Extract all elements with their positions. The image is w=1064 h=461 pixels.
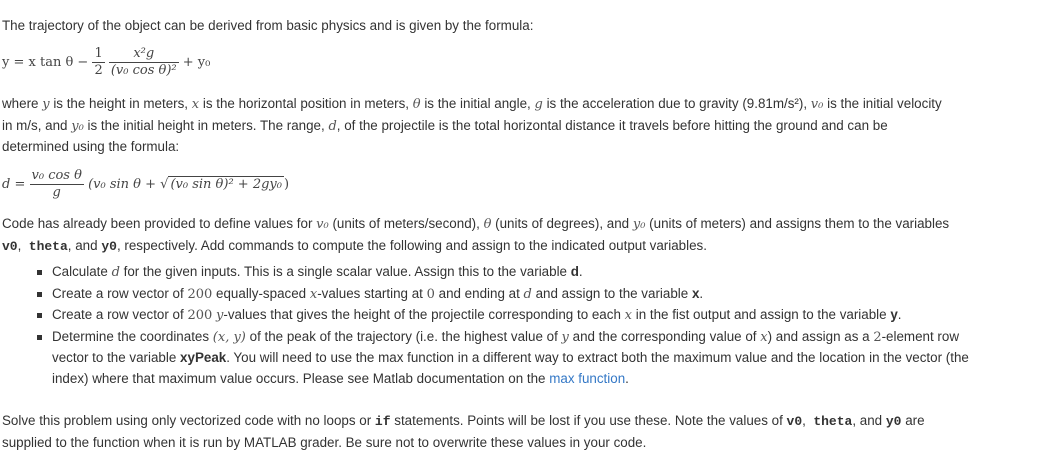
where-text: where [2, 96, 39, 111]
solve-text: statements. Points will be lost if you use these. Note the values of [394, 413, 783, 428]
var-v0: v₀ [810, 97, 824, 112]
list-item: Calculate d for the given inputs. This is a single scalar value. Assign this to the variable d. [34, 262, 1034, 284]
where-line-3: determined using the formula: [2, 139, 180, 154]
item-text: vector to the variable [52, 350, 177, 365]
where-text: , of the projectile is the total horizontal distance it travels before hitting the ground and can be [336, 118, 888, 133]
var-y0: y₀ [71, 119, 84, 134]
para-text: (units of degrees), and [495, 216, 630, 231]
where-text: is the height in meters, [53, 96, 189, 111]
solve-text: Solve this problem using only vectorized code with no loops or [2, 413, 372, 428]
var-xy: (x, y) [212, 329, 246, 345]
var-d: d [111, 265, 120, 280]
half-fraction [92, 46, 104, 79]
range-num: v₀ cos θ [31, 168, 82, 183]
var-x: x [624, 308, 632, 323]
formula1-tail: + y₀ [182, 55, 211, 70]
formula2-lhs: d = [2, 177, 26, 192]
solve-line-1 [2, 411, 925, 432]
item-text: equally-spaced [216, 285, 307, 301]
var-y: y [561, 329, 569, 345]
output-var-x: x [691, 285, 700, 301]
list-item [34, 327, 1034, 390]
item-text: Determine the coordinates [52, 328, 210, 344]
item-text: ) and assign as a [767, 328, 870, 344]
intro-text: The trajectory of the object can be derived from basic physics and is given by the formula: [2, 18, 534, 33]
where-text: is the horizontal position in meters, [202, 96, 410, 111]
var-theta: θ [483, 217, 492, 232]
var-y0: y₀ [632, 217, 646, 232]
where-line-1 [2, 94, 942, 115]
solve-text: , [802, 413, 806, 428]
item-text: Create a row vector of [52, 285, 184, 301]
code-y0: y0 [101, 239, 117, 254]
var-v0: v₀ [316, 217, 329, 232]
solve-line-2: supplied to the function when it is run by MATLAB grader. Be sure not to overwrite these values in your code. [2, 435, 647, 450]
var-d: d [328, 119, 337, 134]
item-text: -values that gives the height of the projectile corresponding to each [223, 307, 621, 322]
main-den: (v₀ cos θ)² [110, 63, 177, 78]
para-text: Code has already been provided to define values for [2, 216, 313, 231]
where-text: is the initial velocity [827, 96, 942, 111]
var-x: x [309, 286, 318, 302]
range-den: g [52, 185, 61, 200]
where-line-2 [2, 116, 888, 137]
formula2-close: ) [283, 177, 290, 192]
bullet-icon [37, 313, 42, 318]
formula2-root: (v₀ sin θ)² + 2gy₀ [170, 177, 282, 192]
output-var-y: y [890, 307, 898, 322]
item-text: in the fist output and assign to the variable [635, 307, 887, 322]
item-text: . [625, 370, 629, 386]
var-g: g [534, 97, 543, 112]
var-d: d [523, 286, 532, 302]
para-text: , respectively. Add commands to compute the following and assign to the indicated output variables. [116, 238, 707, 253]
max-function-link[interactable]: max function [549, 370, 626, 386]
var-theta: θ [412, 97, 421, 112]
item-text: for the given inputs. This is a single scalar value. Assign this to the variable [123, 264, 567, 279]
item-text: of the peak of the trajectory (i.e. the highest value of [249, 328, 558, 344]
where-text: in m/s, and [2, 118, 68, 133]
code-v0: v0 [2, 239, 18, 254]
range-fraction [30, 168, 84, 201]
num-0: 0 [426, 286, 435, 302]
bullet-icon [37, 335, 42, 340]
code-theta: theta [28, 239, 68, 254]
trajectory-formula [2, 46, 210, 79]
bullet-icon [37, 270, 42, 275]
main-num: x²g [109, 46, 179, 63]
half-den: 2 [94, 63, 103, 78]
code-theta: theta [813, 414, 853, 429]
var-x: x [760, 329, 768, 345]
item-text: Calculate [52, 264, 108, 279]
item-text: Create a row vector of [52, 307, 184, 322]
item-text: . You will need to use the max function in a different way to extract both the maximum value and the location in the vector (the [226, 350, 969, 365]
output-var-d: d [570, 264, 579, 279]
code-para-line-2: v0, theta, and y0, respectively. Add commands to compute the following and assign to the indicated output variables. [2, 238, 707, 254]
where-text: is the initial angle, [424, 96, 531, 111]
item-text: -element row [881, 328, 959, 344]
formula2-open: (v₀ sin θ + √ [88, 177, 169, 192]
para-text: , and [67, 238, 98, 253]
code-para-line-1 [2, 214, 949, 235]
where-text: is the initial height in meters. The range, [87, 118, 325, 133]
item-text: and ending at [438, 285, 520, 301]
list-item: Create a row vector of 200 y-values that gives the height of the projectile corresponding to each x in the fist output and assign to the variable y. [34, 305, 1034, 327]
half-num: 1 [94, 46, 103, 61]
var-y: y [216, 308, 224, 323]
var-y: y [42, 97, 50, 112]
code-if: if [374, 414, 391, 429]
num-200: 200 [187, 286, 213, 302]
solve-text: are [905, 413, 925, 428]
main-fraction [109, 46, 179, 79]
bullet-icon [37, 292, 42, 297]
item-text: and assign to the variable [535, 285, 689, 301]
item-text: index) where that maximum value occurs. Please see Matlab documentation on the [52, 370, 546, 386]
formula1-lhs: y = x tan θ − [2, 55, 89, 70]
num-2: 2 [873, 329, 882, 345]
list-item: Create a row vector of 200 equally-spaced x-values starting at 0 and ending at d and assign to the variable x. [34, 284, 1034, 306]
num-200: 200 [187, 308, 213, 323]
para-text: (units of meters/second), [332, 216, 480, 231]
solve-text: , and [852, 413, 883, 428]
code-v0: v0 [786, 414, 803, 429]
code-y0: y0 [885, 414, 902, 429]
item-text: -values starting at [317, 285, 423, 301]
output-var-xypeak: xyPeak [180, 350, 227, 365]
var-x: x [191, 97, 200, 112]
item-text: and the corresponding value of [572, 328, 757, 344]
task-list [34, 262, 1034, 389]
where-text: is the acceleration due to gravity (9.81m/s²), [546, 96, 808, 111]
range-formula [2, 168, 289, 201]
para-text: (units of meters) and assigns them to the variables [649, 216, 950, 231]
